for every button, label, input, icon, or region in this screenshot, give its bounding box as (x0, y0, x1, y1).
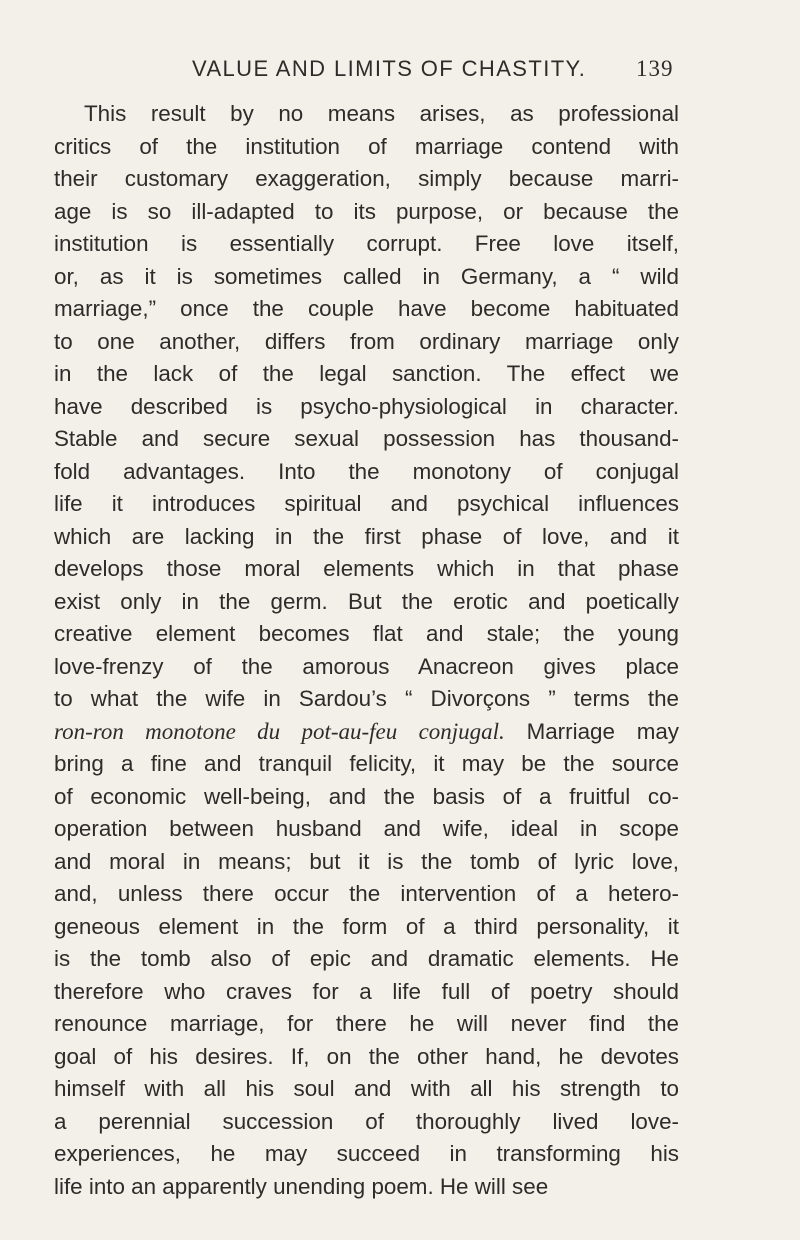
text-line: himself with all his soul and with all his strength to (54, 1076, 679, 1101)
text-line: love-frenzy of the amorous Anacreon gives place (54, 653, 679, 679)
page-number: 139 (636, 56, 674, 81)
text-line: of economic well-being, and the basis of a fruitful co- (54, 783, 679, 809)
text-line: renounce marriage, for there he will never find the (54, 1011, 679, 1036)
text-line: This result by no means arises, as professional (84, 101, 679, 126)
text-line: life it introduces spiritual and psychical influences (54, 491, 679, 516)
text-line: critics of the institution of marriage contend with (54, 133, 679, 159)
text-line: which are lacking in the first phase of love, and it (54, 523, 679, 549)
text-line: geneous element in the form of a third personality, it (54, 913, 679, 939)
text-line: to what the wife in Sardou’s “ Divorçons ” terms the (54, 686, 679, 711)
text-line: their customary exaggeration, simply because marri- (54, 166, 679, 191)
text-line: fold advantages. Into the monotony of conjugal (54, 458, 679, 484)
text-line: therefore who craves for a life full of poetry should (54, 978, 679, 1004)
italic-phrase: ron-ron monotone du pot-au-feu conjugal. (54, 718, 505, 744)
text-line: have described is psycho-physiological in character. (54, 393, 679, 419)
text-line: and, unless there occur the intervention of a hetero- (54, 881, 679, 906)
text-line: to one another, differs from ordinary marriage only (54, 328, 679, 354)
text-line: operation between husband and wife, ideal in scope (54, 816, 679, 841)
text-line: or, as it is sometimes called in Germany, a “ wild (54, 263, 679, 289)
running-head (0, 56, 800, 96)
text-line: is the tomb also of epic and dramatic elements. He (54, 946, 679, 971)
running-title: VALUE AND LIMITS OF CHASTITY. (192, 56, 587, 81)
body-text (54, 98, 679, 1203)
text-line: and moral in means; but it is the tomb of lyric love, (54, 848, 679, 874)
text-line: bring a fine and tranquil felicity, it may be the source (54, 751, 679, 776)
text-line: marriage,” once the couple have become habituated (54, 296, 679, 321)
text-line: institution is essentially corrupt. Free love itself, (54, 231, 679, 256)
text-line-with-italic (54, 716, 679, 749)
text-line: in the lack of the legal sanction. The effect we (54, 361, 679, 386)
text-line: exist only in the germ. But the erotic and poetically (54, 588, 679, 614)
text-line: goal of his desires. If, on the other hand, he devotes (54, 1043, 679, 1069)
text-line: life into an apparently unending poem. He will see (54, 1173, 549, 1199)
text-line: develops those moral elements which in that phase (54, 556, 679, 581)
text-line: creative element becomes flat and stale; the young (54, 621, 679, 646)
text-run: Marriage may (504, 718, 680, 744)
text-line: Stable and secure sexual possession has thousand- (54, 426, 679, 451)
text-line: age is so ill-adapted to its purpose, or because the (54, 198, 679, 224)
text-line: experiences, he may succeed in transforming his (54, 1141, 679, 1166)
text-line: a perennial succession of thoroughly lived love- (54, 1108, 679, 1134)
